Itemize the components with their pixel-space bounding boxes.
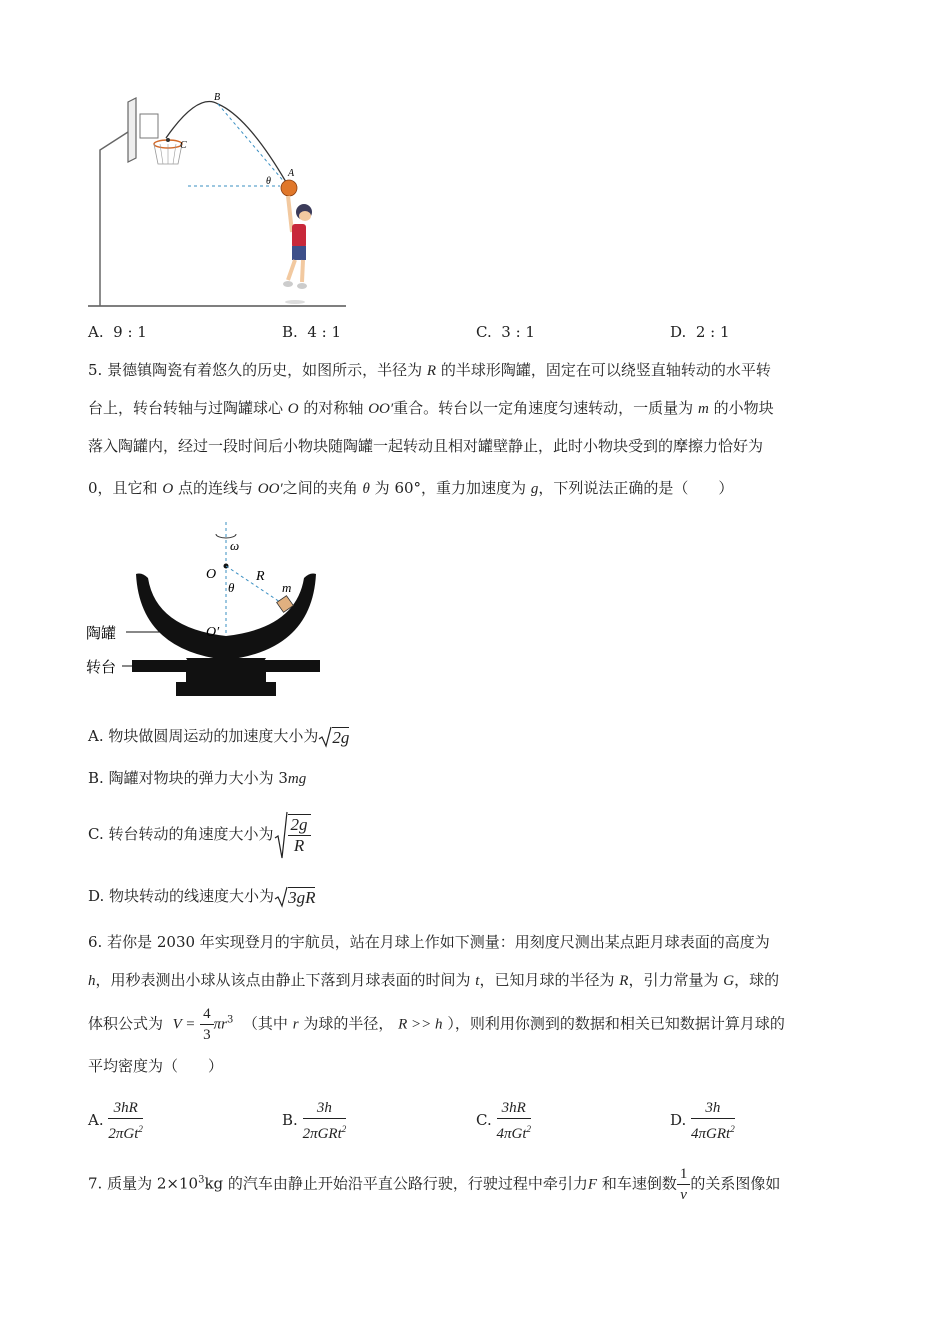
label-O: O [206, 567, 217, 582]
q4-option-d: D. 2 : 1 [670, 323, 730, 341]
label-O-prime: O′ [206, 625, 220, 640]
q6-option-b: B. $\frac{3h}{2\pi GRt^2}$ [282, 1100, 347, 1142]
q5-option-c: C. 转台转动的角速度大小为 $\frac{2g}{R}$ [88, 810, 311, 860]
pottery-jar-figure [86, 518, 326, 704]
q5-option-b: B. 陶罐对物块的弹力大小为 3mg [88, 769, 307, 787]
q5-option-d: D. 物块转动的线速度大小为 3gR [88, 887, 316, 907]
label-A: A [288, 168, 295, 179]
q6-option-c: C. $\frac{3hR}{4\pi Gt^2}$ [476, 1100, 532, 1142]
q4-option-b: B. 4 : 1 [282, 323, 342, 341]
label-B: B [214, 92, 221, 103]
q6-option-a: A. $\frac{3hR}{2\pi Gt^2}$ [88, 1100, 143, 1142]
label-theta: θ [228, 580, 235, 595]
q6-line-4: 平均密度为（ ） [88, 1057, 224, 1075]
q7-line-1: 7. 质量为 $2\times 10^3kg$ 的汽车由静止开始沿平直公路行驶，行驶过程中牵引力F 和车速倒数 $\frac{1}{v}$ 的关系图像如 [88, 1166, 781, 1203]
q5-line-4: 0，且它和 O 点的连线与 OO′之间的夹角 θ 为 60°，重力加速度为 g，下列说法正确的是（ ） [88, 479, 734, 497]
q6-line-1: 6. 若你是 2030 年实现登月的宇航员，站在月球上作如下测量：用刻度尺测出某点距月球表面的高度为 [88, 933, 770, 951]
label-jar: 陶罐 [86, 624, 117, 642]
q4-option-c: C. 3 : 1 [476, 323, 535, 341]
q5-option-a: A. 物块做圆周运动的加速度大小为 2g [88, 727, 350, 747]
q6-line-2: h，用秒表测出小球从该点由静止下落到月球表面的时间为 t，已知月球的半径为 R，引力常量为 G，球的 [88, 971, 780, 989]
sqrt-sign-icon [318, 726, 332, 748]
q6-option-d: D. $\frac{3h}{4\pi GRt^2}$ [670, 1100, 735, 1142]
label-theta: θ [266, 176, 271, 187]
label-table: 转台 [86, 658, 117, 676]
q5-line-2: 台上，转台转轴与过陶罐球心 O 的对称轴 OO′重合。转台以一定角速度匀速转动，一质量为 m 的小物块 [88, 399, 774, 417]
sqrt-sign-icon [274, 886, 288, 908]
label-C: C [180, 140, 187, 151]
sqrt-sign-icon [274, 810, 288, 860]
q5-line-3: 落入陶罐内，经过一段时间后小物块随陶罐一起转动且相对罐壁静止，此时小物块受到的摩擦力恰好为 [88, 437, 764, 455]
q5-line-1: 5. 景德镇陶瓷有着悠久的历史，如图所示，半径为 R 的半球形陶罐，固定在可以绕竖直轴转动的水平转 [88, 361, 771, 379]
label-R: R [256, 569, 265, 584]
q4-option-a: A. 9 : 1 [88, 323, 147, 341]
label-omega: ω [230, 538, 240, 553]
basketball-figure [88, 92, 348, 310]
label-m: m [282, 580, 292, 595]
q6-line-3: 体积公式为 V = $\frac{4}{3}$ $\pi r^3$ （其中 r 为球的半径， R >> h ），则利用你测到的数据和相关已知数据计算月球的 [88, 1006, 785, 1043]
